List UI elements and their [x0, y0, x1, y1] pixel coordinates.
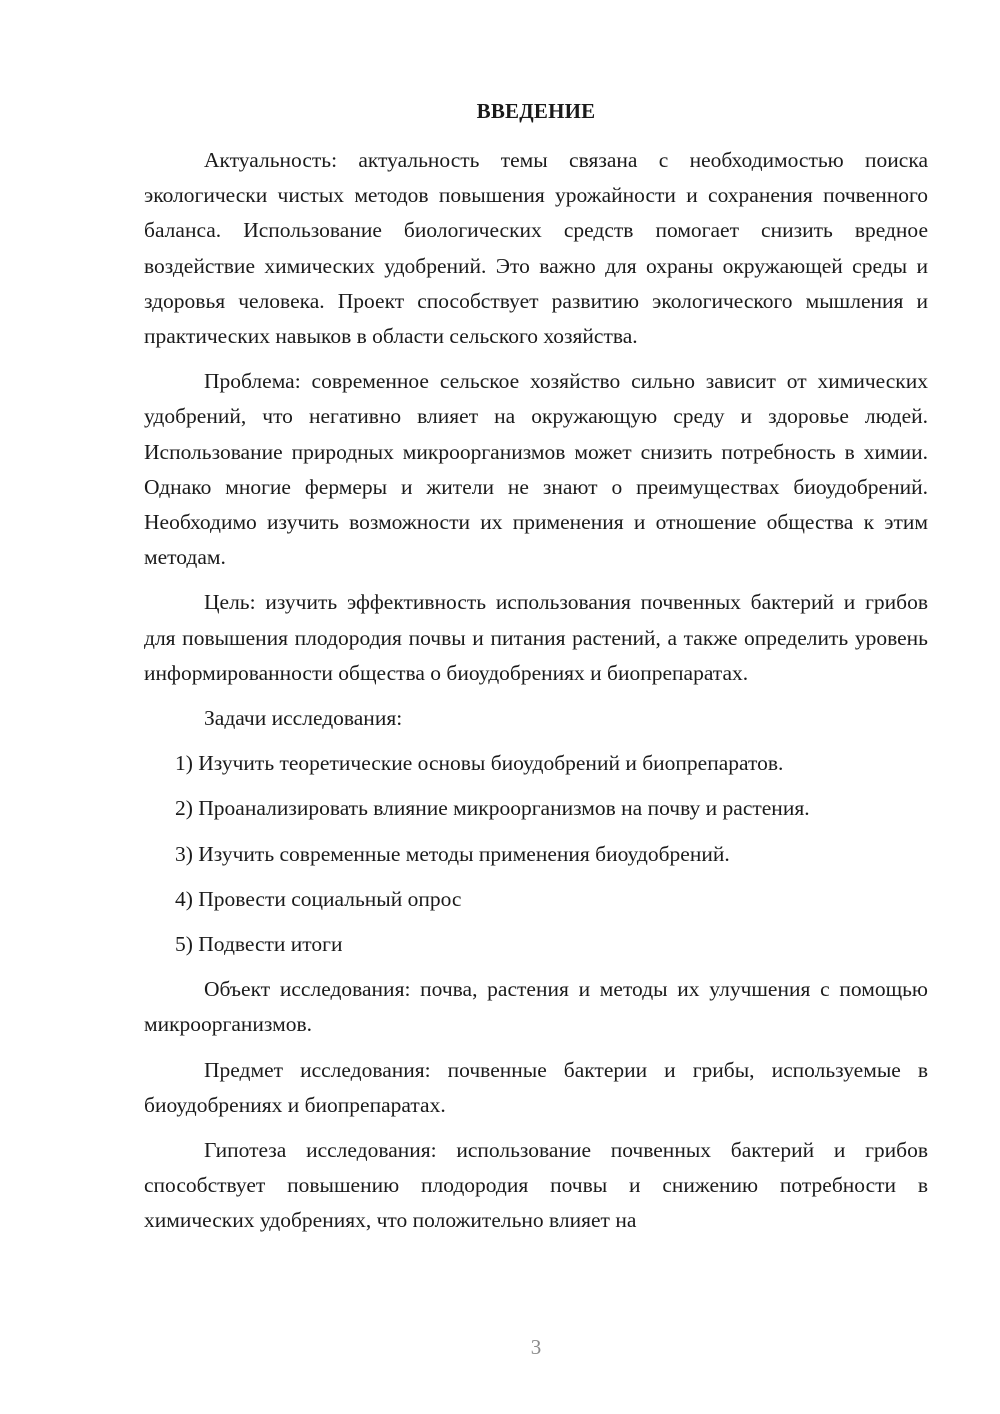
page-number: 3 [530, 1335, 542, 1359]
paragraph-goal: Цель: изучить эффективность использования почвенных бактерий и грибов для повышения плодородия почвы и питания растений, а также определить уровень информированности общества о биоудобрениях и биопрепаратах. [144, 590, 928, 685]
list-item: 5) Подвести итоги [175, 932, 343, 957]
paragraph-object: Объект исследования: почва, растения и методы их улучшения с помощью микроорганизмов. [144, 977, 928, 1037]
paragraph-relevance: Актуальность: актуальность темы связана с необходимостью поиска экологически чистых методов повышения урожайности и сохранения почвенного баланса. Использование биологических средств помогает снизить вредное воздействие химических удобрений. Это важно для охраны окружающей среды и здоровья человека. Проект способствует развитию экологического мышления и практических навыков в области сельского хозяйства. [144, 148, 928, 349]
list-item: 1) Изучить теоретические основы биоудобрений и биопрепаратов. [175, 751, 784, 776]
tasks-heading: Задачи исследования: [204, 706, 403, 731]
paragraph-problem: Проблема: современное сельское хозяйство сильно зависит от химических удобрений, что негативно влияет на окружающую среду и здоровье людей. Использование природных микроорганизмов может снизить потребность в химии. Однако многие фермеры и жители не знают о преимуществах биоудобрений. Необходимо изучить возможности их применения и отношение общества к этим методам. [144, 369, 928, 570]
section-title: ВВЕДЕНИЕ [476, 99, 596, 123]
tasks-list [144, 746, 928, 962]
list-item: 4) Провести социальный опрос [175, 886, 462, 911]
paragraph-subject: Предмет исследования: почвенные бактерии и грибы, используемые в биоудобрениях и биопрепаратах. [144, 1057, 928, 1117]
body-text [144, 143, 928, 1239]
list-item: 3) Изучить современные методы применения биоудобрений. [175, 841, 730, 866]
paragraph-hypothesis: Гипотеза исследования: использование почвенных бактерий и грибов способствует повышению плодородия почвы и снижению потребности в химических удобрениях, что положительно влияет на [144, 1138, 928, 1233]
list-item: 2) Проанализировать влияние микроорганизмов на почву и растения. [175, 796, 810, 821]
